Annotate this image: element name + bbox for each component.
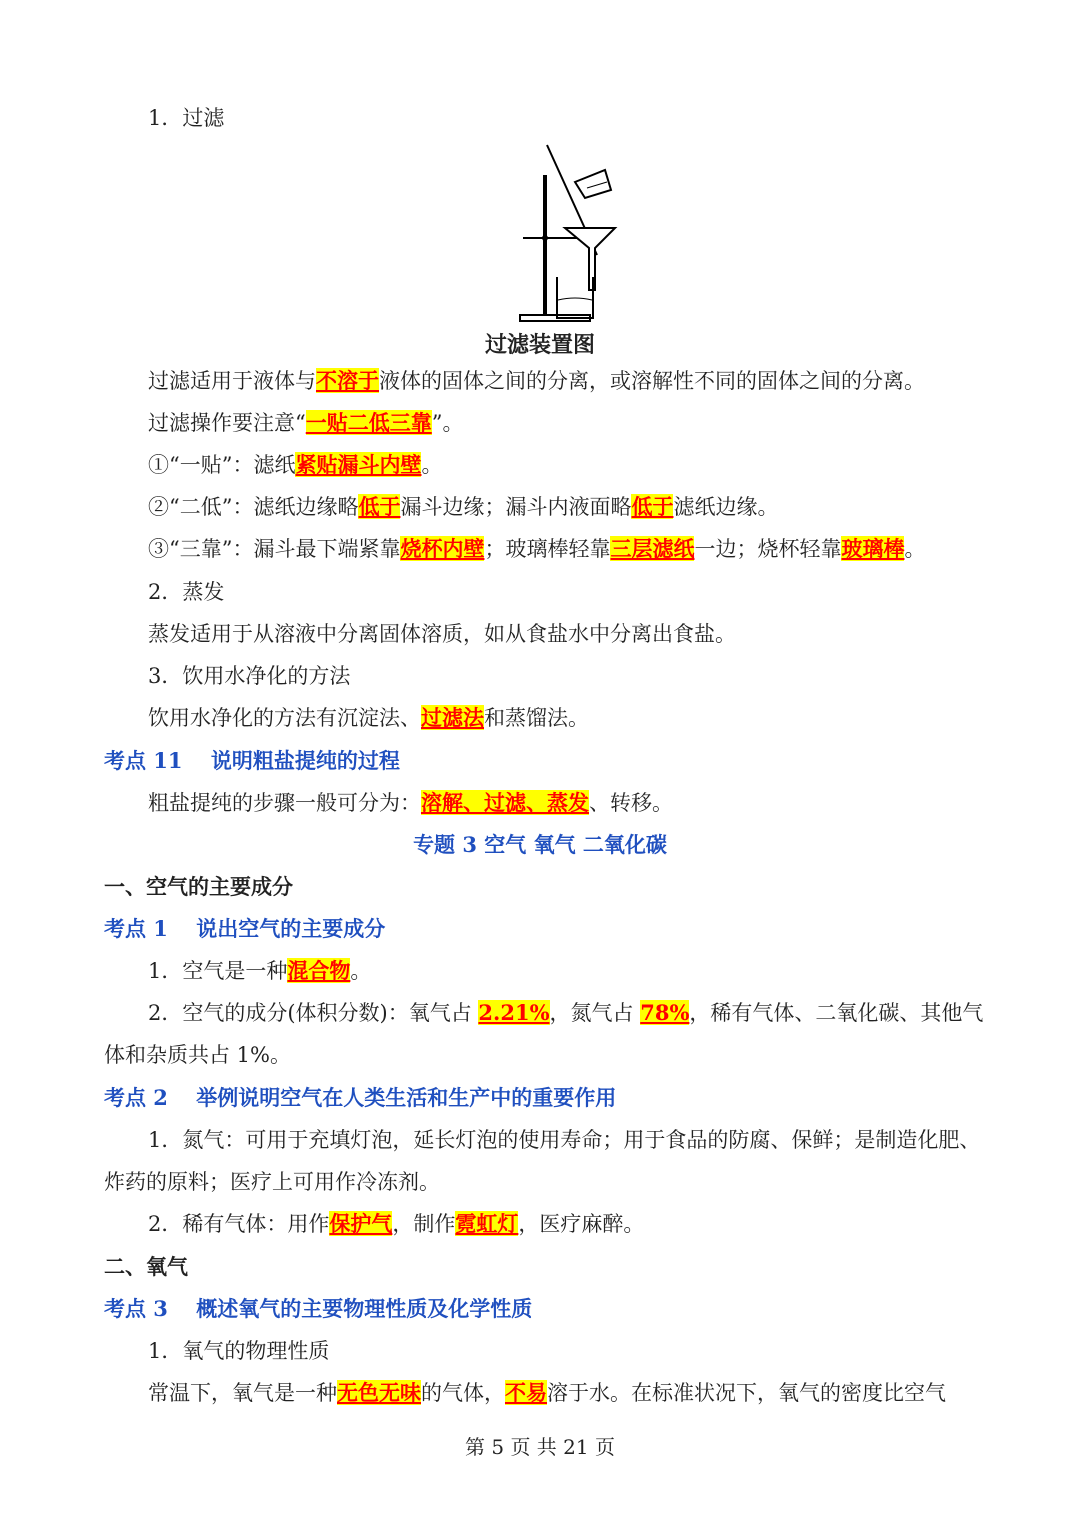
paragraph-filtration-use xyxy=(148,366,925,396)
text: 常温下，氧气是一种 xyxy=(148,1381,337,1405)
text: ，制作 xyxy=(392,1212,456,1236)
highlight: 低于 xyxy=(358,494,401,519)
text: 一边；烧杯轻靠 xyxy=(694,537,842,561)
paragraph-nitrogen-line2: 炸药的原料；医疗上可用作冷冻剂。 xyxy=(104,1170,440,1194)
text: ；玻璃棒轻靠 xyxy=(484,537,611,561)
paragraph-salt-purification xyxy=(148,788,673,818)
text: ，稀有气体、二氧化碳、其他气 xyxy=(689,1001,984,1025)
text: ③“三靠”：漏斗最下端紧靠 xyxy=(148,537,401,561)
text: 滤纸边缘。 xyxy=(673,495,779,519)
text: 液体的固体之间的分离，或溶解性不同的固体之间的分离。 xyxy=(379,369,925,393)
highlight: 不溶于 xyxy=(316,368,379,393)
exam-point-3-title: 考点 3 概述氧气的主要物理性质及化学性质 xyxy=(104,1296,533,1321)
paragraph-air-composition-cont: 体和杂质共占 1%。 xyxy=(104,1043,291,1067)
highlight: 2.21% xyxy=(478,1000,550,1025)
highlight: 玻璃棒 xyxy=(841,536,905,561)
paragraph-air-mixture xyxy=(148,956,371,986)
text: ②“二低”：滤纸边缘略 xyxy=(148,495,359,519)
text: 的气体， xyxy=(421,1381,505,1405)
paragraph-air-composition xyxy=(148,998,983,1028)
text: 漏斗边缘；漏斗内液面略 xyxy=(400,495,632,519)
highlight: 78% xyxy=(640,1000,690,1025)
highlight: 溶解、过滤、蒸发 xyxy=(421,790,589,815)
highlight: 紧贴漏斗内壁 xyxy=(295,452,422,477)
paragraph-water-purification xyxy=(148,703,589,733)
text: 。 xyxy=(904,537,926,561)
paragraph-two-low xyxy=(148,492,778,522)
paragraph-noble-gases xyxy=(148,1209,644,1239)
text: 饮用水净化的方法有沉淀法、 xyxy=(148,706,421,730)
text: 2．稀有气体：用作 xyxy=(148,1212,330,1236)
text: ，医疗麻醉。 xyxy=(518,1212,645,1236)
section-title-water-purification: 3．饮用水净化的方法 xyxy=(148,664,351,688)
text: 溶于水。在标准状况下，氧气的密度比空气 xyxy=(547,1381,946,1405)
text: 、转移。 xyxy=(589,791,673,815)
section-title-evaporation: 2．蒸发 xyxy=(148,580,225,604)
heading-air-components: 一、空气的主要成分 xyxy=(104,874,293,899)
highlight: 一贴二低三靠 xyxy=(305,410,432,435)
page-footer: 第 5 页 共 21 页 xyxy=(465,1435,615,1459)
figure-caption: 过滤装置图 xyxy=(484,332,595,358)
exam-point-11-title: 考点 11 说明粗盐提纯的过程 xyxy=(104,748,400,773)
text: 过滤操作要注意“ xyxy=(148,411,306,435)
paragraph-filtration-rules xyxy=(148,408,464,438)
paragraph-one-stick xyxy=(148,450,442,480)
text: 。 xyxy=(421,453,443,477)
text: ①“一贴”：滤纸 xyxy=(148,453,296,477)
text: 粗盐提纯的步骤一般可分为： xyxy=(148,791,421,815)
highlight: 霓虹灯 xyxy=(455,1211,519,1236)
text: 过滤适用于液体与 xyxy=(148,369,316,393)
highlight: 混合物 xyxy=(287,958,351,983)
topic-title: 专题 3 空气 氧气 二氧化碳 xyxy=(413,832,667,857)
text: 。 xyxy=(350,959,372,983)
highlight: 无色无味 xyxy=(337,1380,421,1405)
exam-point-2-title: 考点 2 举例说明空气在人类生活和生产中的重要作用 xyxy=(104,1085,617,1110)
section-title-oxygen-physical: 1．氧气的物理性质 xyxy=(148,1339,330,1363)
text: ”。 xyxy=(431,411,464,435)
exam-point-1-title: 考点 1 说出空气的主要成分 xyxy=(104,916,386,941)
highlight: 不易 xyxy=(505,1380,547,1405)
highlight: 过滤法 xyxy=(421,705,484,730)
highlight: 保护气 xyxy=(329,1211,393,1236)
paragraph-three-lean xyxy=(148,534,925,564)
text: ，氮气占 xyxy=(549,1001,641,1025)
paragraph-nitrogen-line1: 1．氮气：可用于充填灯泡，延长灯泡的使用寿命；用于食品的防腐、保鲜；是制造化肥、 xyxy=(148,1128,981,1152)
highlight: 三层滤纸 xyxy=(610,536,695,561)
highlight: 低于 xyxy=(631,494,674,519)
heading-oxygen: 二、氧气 xyxy=(104,1254,188,1279)
paragraph-evaporation: 蒸发适用于从溶液中分离固体溶质，如从食盐水中分离出食盐。 xyxy=(148,622,736,646)
text: 1．空气是一种 xyxy=(148,959,288,983)
section-title-filtration: 1．过滤 xyxy=(148,106,225,130)
text: 和蒸馏法。 xyxy=(484,706,589,730)
highlight: 烧杯内壁 xyxy=(400,536,485,561)
text: 2．空气的成分(体积分数)：氧气占 xyxy=(148,1001,479,1025)
filtration-apparatus-figure xyxy=(515,140,625,325)
paragraph-oxygen-physical xyxy=(148,1378,946,1408)
